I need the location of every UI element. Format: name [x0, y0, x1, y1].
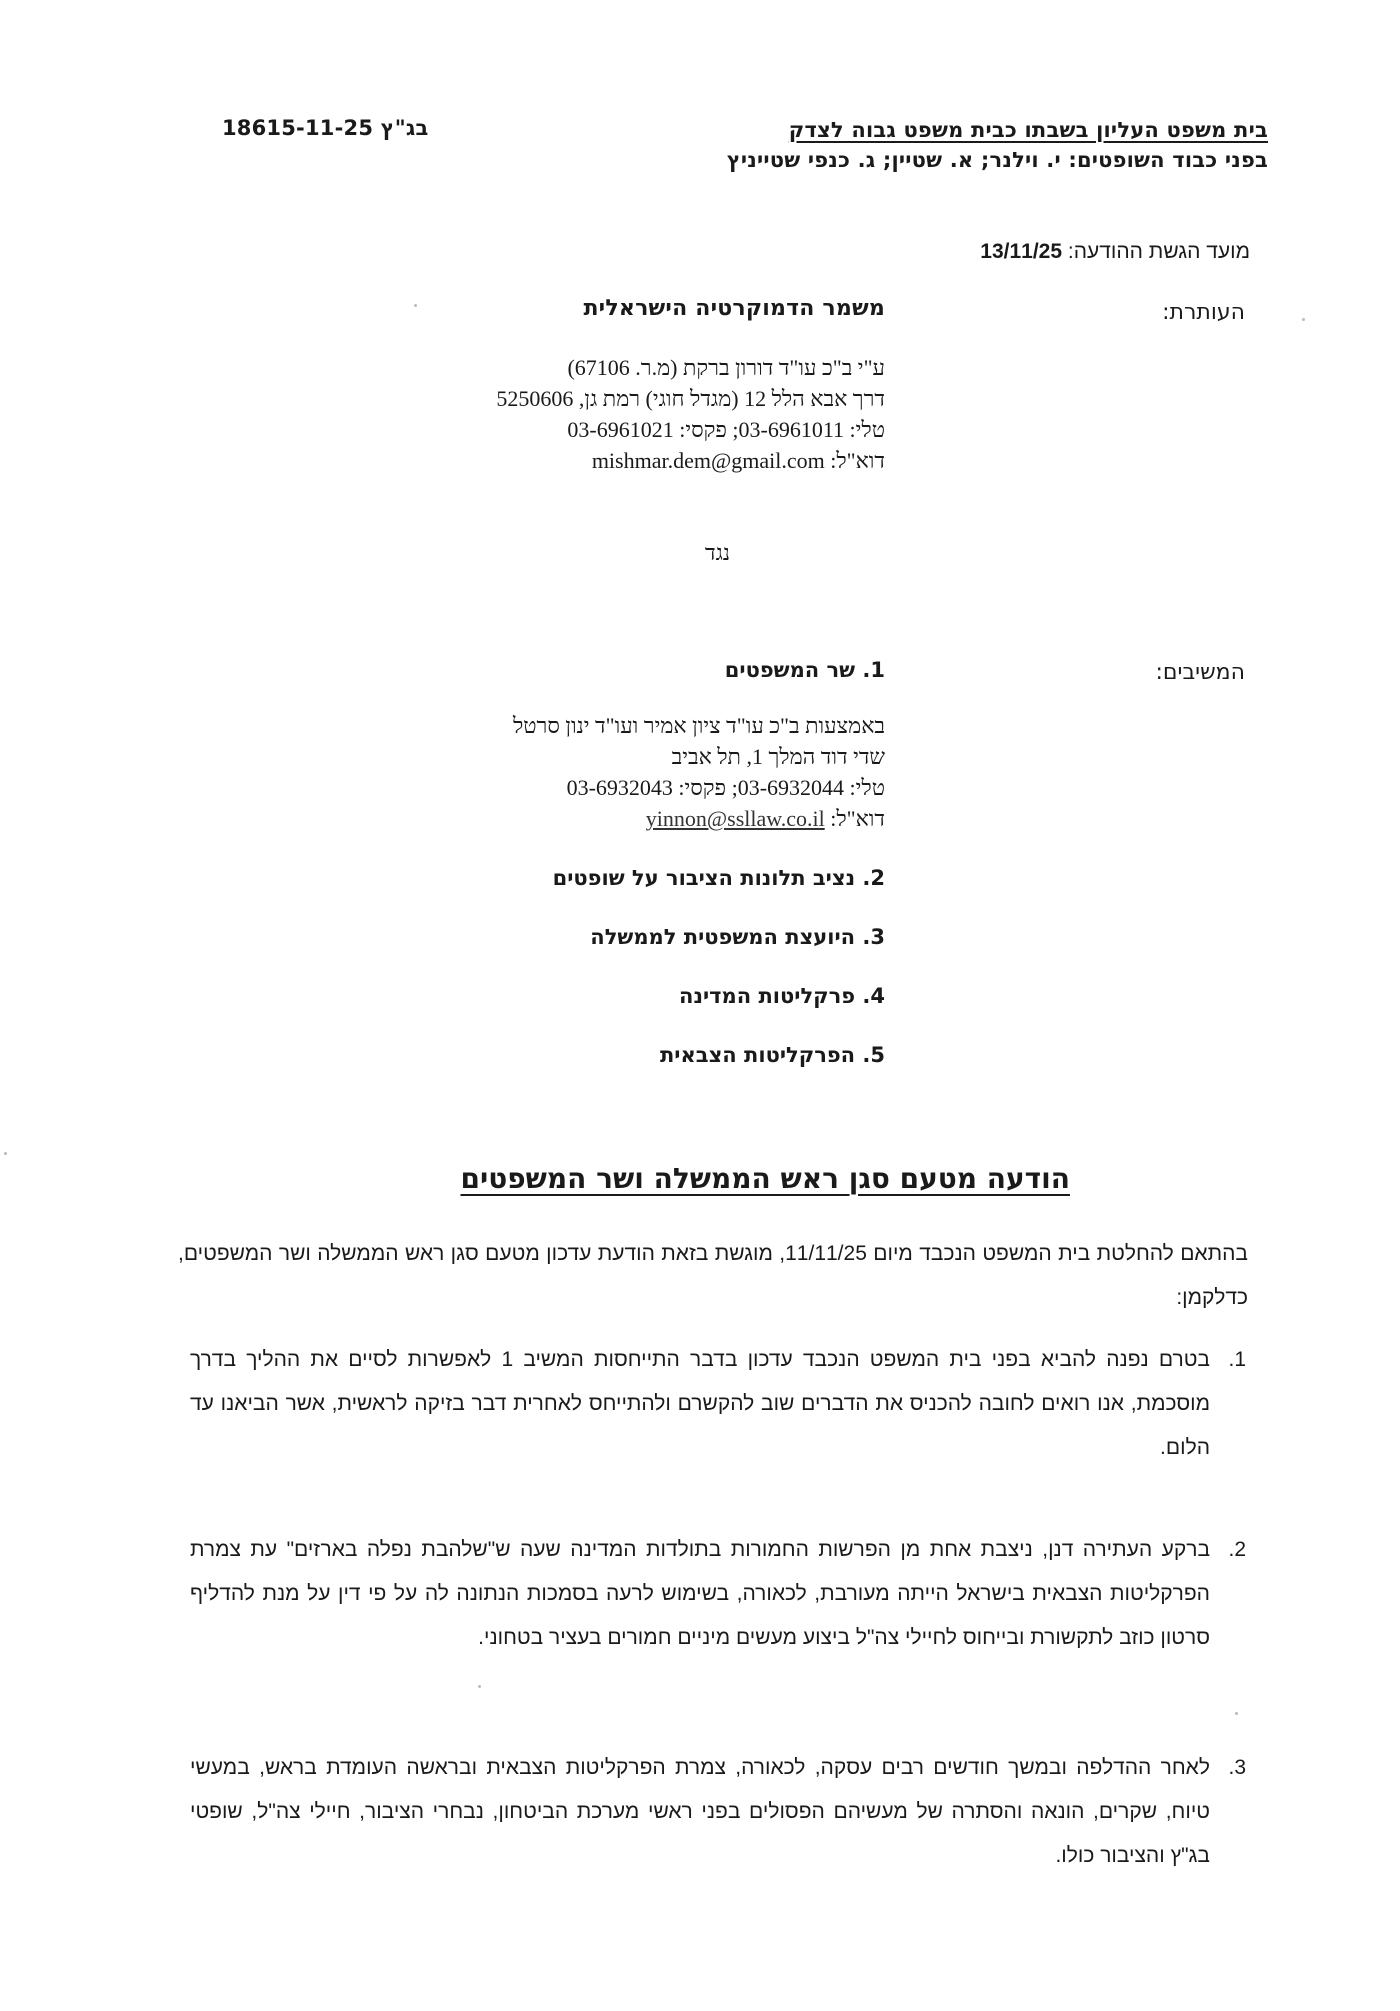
respondent-1-attorneys: באמצעות ב"כ עו"ד ציון אמיר ועו"ד ינון סרטל	[512, 713, 885, 738]
scan-speck	[4, 1152, 7, 1155]
respondent-1-contact	[513, 710, 885, 834]
scan-speck	[414, 304, 417, 307]
paragraph-number: 3.	[1228, 1756, 1246, 1779]
filing-date-value: 13/11/25	[980, 240, 1063, 263]
case-number: בג"ץ 18615-11-25	[222, 116, 429, 140]
paragraph-text: ברקע העתירה דנן, ניצבת אחת מן הפרשות החמורות בתולדות המדינה שעה ש"שלהבת נפלה בארזים" עת צמרת הפרקליטות הצבאית בישראל הייתה מעורבת, לכאורה, בשימוש לרעה בסמכות הנתונה לה על פי דין על מנת להדליף סרטון כוזב לתקשורת ובייחוס לחיילי צה"ל ביצוע מעשים מיניים חמורים בעציר בטחוני.	[190, 1538, 1210, 1649]
petitioner-attorney: ע"י ב"כ עו"ד דורון ברקת (מ.ר. 67106)	[567, 355, 885, 380]
petitioner-address: דרך אבא הלל 12 (מגדל חוגי) רמת גן, 5250606	[496, 386, 885, 411]
numbered-paragraph-1	[190, 1338, 1246, 1470]
filing-date-label: מועד הגשת ההודעה:	[1067, 240, 1250, 263]
respondent-1-phone-fax: טלי: 03-6932044; פקסי: 03-6932043	[566, 775, 885, 800]
numbered-paragraph-2	[190, 1528, 1246, 1660]
versus-label: נגד	[705, 540, 730, 565]
paragraph-number: 1.	[1228, 1348, 1246, 1371]
filing-date	[980, 240, 1250, 264]
paragraph-text: לאחר ההדלפה ובמשך חודשים רבים עסקה, לכאורה, צמרת הפרקליטות הצבאית ובראשה העומדת בראש, במעשי טיוח, שקרים, הונאה והסתרה של מעשיהם הפסולים בפני ראשי מערכת הביטחון, נבחרי הציבור, חיילי צה"ל, שופטי בג"ץ והציבור כולו.	[190, 1756, 1210, 1867]
petitioner-email: דוא"ל: mishmar.dem@gmail.com	[591, 448, 885, 473]
petitioner-contact	[496, 352, 885, 476]
scan-speck	[1235, 1712, 1238, 1715]
respondent-1-address: שדי דוד המלך 1, תל אביב	[671, 744, 885, 769]
respondent-3: 3. היועצת המשפטית לממשלה	[590, 925, 885, 949]
respondents-role-label: המשיבים:	[1155, 660, 1245, 685]
respondent-5: 5. הפרקליטות הצבאית	[659, 1043, 885, 1067]
respondent-2: 2. נציב תלונות הציבור על שופטים	[552, 866, 885, 890]
paragraph-text: בטרם נפנה להביא בפני בית המשפט הנכבד עדכון בדבר התייחסות המשיב 1 לאפשרות לסיים את ההליך בדרך מוסכמת, אנו רואים לחובה להכניס את הדברים שוב להקשרם ולהתייחס לאחרית דבר בזיקה לראשית, אשר הביאנו עד הלום.	[190, 1348, 1210, 1459]
scan-speck	[478, 1685, 481, 1688]
court-name: בית משפט העליון בשבתו כבית משפט גבוה לצדק	[788, 118, 1268, 142]
respondent-1: 1. שר המשפטים	[724, 658, 885, 682]
judges-panel: בפני כבוד השופטים: י. וילנר; א. שטיין; ג. כנפי שטייניץ	[726, 148, 1268, 172]
respondent-1-email-row	[513, 803, 885, 834]
scan-speck	[1302, 318, 1305, 321]
petitioner-phone-fax: טלי: 03-6961011; פקסי: 03-6961021	[567, 417, 885, 442]
notice-title: הודעה מטעם סגן ראש הממשלה ושר המשפטים	[460, 1162, 1070, 1195]
numbered-paragraph-3	[190, 1746, 1246, 1878]
petitioner-role-label: העותרת:	[1162, 300, 1245, 325]
respondent-4: 4. פרקליטות המדינה	[679, 984, 885, 1008]
paragraph-number: 2.	[1228, 1538, 1246, 1561]
petitioner-name: משמר הדמוקרטיה הישראלית	[583, 296, 885, 321]
respondent-1-email-link[interactable]: yinnon@ssllaw.co.il	[645, 806, 825, 831]
notice-intro: בהתאם להחלטת בית המשפט הנכבד מיום 11/11/25, מוגשת בזאת הודעת עדכון מטעם סגן ראש הממשלה ושר המשפטים, כדלקמן:	[178, 1242, 1248, 1309]
email-label: דוא"ל:	[830, 806, 885, 831]
